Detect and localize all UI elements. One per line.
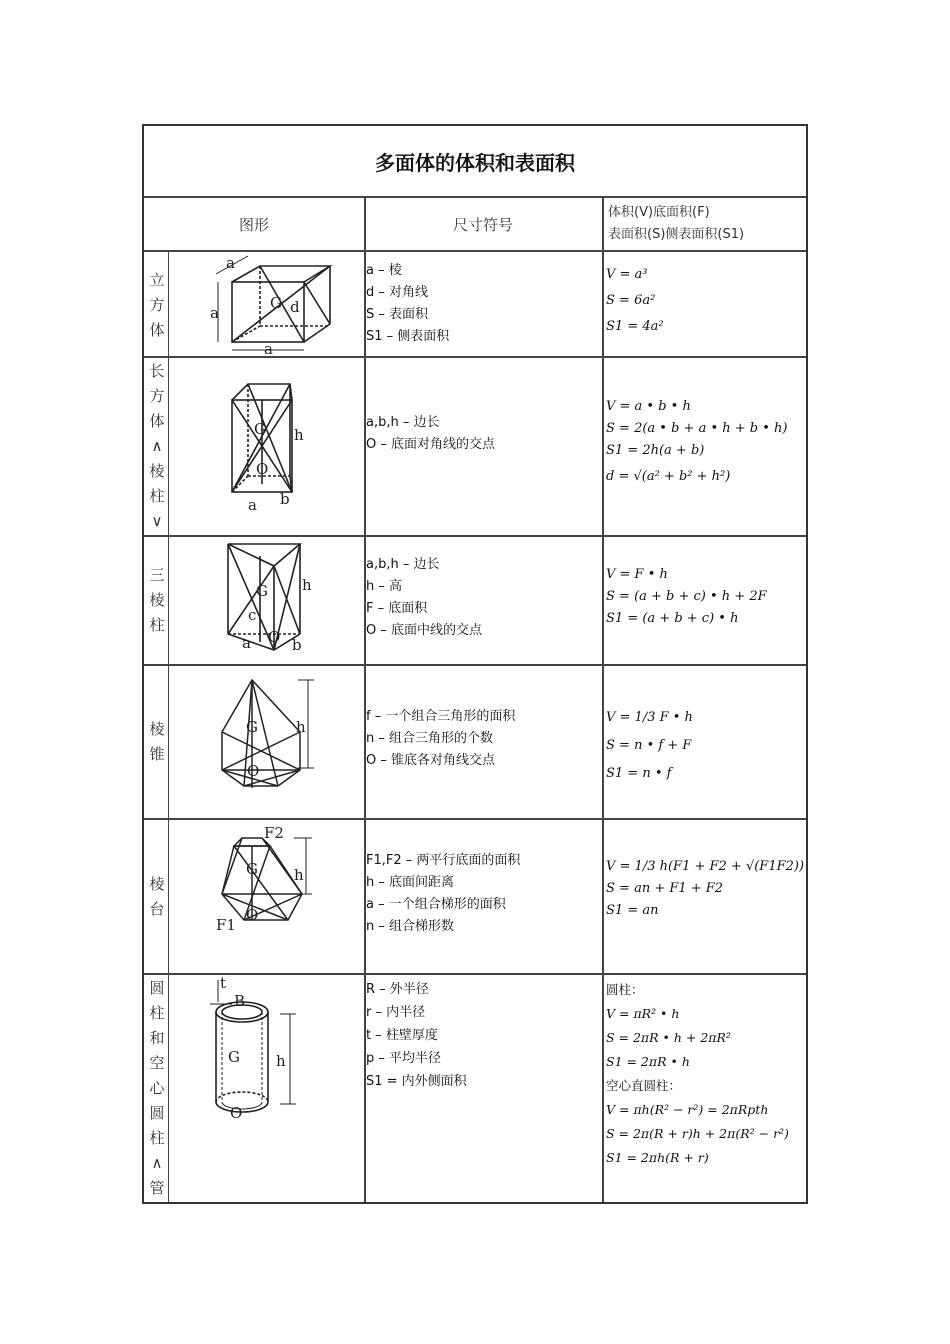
svg-text:a: a	[242, 634, 251, 652]
row-name-triangular-prism: 三 棱 柱	[149, 566, 165, 634]
svg-text:h: h	[276, 1052, 286, 1070]
symbols-triangular-prism: a,b,h – 边长 h – 高 F – 底面积 O – 底面中线的交点	[366, 557, 482, 638]
row-name-cylinder: 圆 柱 和 空 心 圆 柱 ∧ 管	[149, 979, 165, 1197]
svg-text:h: h	[294, 426, 304, 444]
row-divider	[144, 818, 806, 820]
cylinder-figure	[170, 976, 364, 1126]
svg-text:G: G	[246, 718, 258, 736]
header-figure: 图形	[144, 198, 364, 252]
formulas-frustum: V = 1/3 h(F1 + F2 + √(F1F2)) S = an + F1 + F2 S1 = an	[606, 859, 805, 918]
svg-text:b: b	[280, 490, 290, 508]
cube-figure	[170, 254, 364, 354]
svg-text:F2: F2	[264, 824, 284, 842]
svg-text:O: O	[230, 1104, 243, 1122]
row-name-frustum: 棱 台	[149, 874, 165, 918]
svg-text:d: d	[290, 298, 300, 316]
svg-text:G: G	[256, 582, 268, 600]
formulas-pyramid: V = 1/3 F • h S = n • f + F S1 = n • f	[606, 710, 693, 781]
svg-text:G: G	[254, 420, 266, 438]
svg-text:h: h	[294, 866, 304, 884]
svg-text:O: O	[247, 762, 260, 780]
svg-text:O: O	[268, 628, 281, 646]
symbols-frustum: F1,F2 – 两平行底面的面积 h – 底面间距离 a – 一个组合梯形的面积 n – 组合梯形数	[366, 853, 521, 934]
svg-text:h: h	[302, 576, 312, 594]
header-symbols: 尺寸符号	[364, 198, 602, 252]
grid-line	[168, 252, 169, 1202]
svg-text:O: O	[246, 906, 259, 924]
svg-text:O: O	[256, 460, 269, 478]
svg-text:c: c	[248, 606, 257, 624]
row-divider	[144, 535, 806, 537]
svg-text:G: G	[228, 1048, 240, 1066]
svg-text:G: G	[246, 860, 258, 878]
header-formula-line2: 表面积(S)侧表面积(S1)	[608, 227, 745, 242]
svg-text:B: B	[234, 992, 246, 1010]
row-divider	[144, 973, 806, 975]
svg-text:h: h	[296, 718, 306, 736]
svg-text:a: a	[248, 496, 257, 514]
formulas-cube: V = a³ S = 6a² S1 = 4a²	[606, 267, 664, 334]
svg-text:F1: F1	[216, 916, 236, 934]
row-name-cuboid: 长 方 体 ∧ 棱 柱 ∨	[149, 362, 165, 530]
formulas-cylinder: 圆柱： V = πR² • h S = 2πR • h + 2πR² S1 = 2πR • h 空心直圆柱： V = πh(R² − r²) = 2πRpth S = 2π(R + r)h + 2π(R² − r²) S1 = 2πh(R + r)	[606, 982, 789, 1165]
symbols-cube: a – 棱 d – 对角线 S – 表面积 S1 – 侧表面积	[366, 263, 450, 344]
polyhedron-table	[142, 124, 808, 1204]
formulas-triangular-prism: V = F • h S = (a + b + c) • h + 2F S1 = (a + b + c) • h	[606, 567, 767, 626]
svg-text:t: t	[220, 976, 227, 992]
row-name-cube: 立 方 体	[149, 270, 165, 339]
frustum-figure	[170, 824, 364, 936]
header-formula-line1: 体积(V)底面积(F)	[608, 205, 710, 220]
row-divider	[144, 664, 806, 666]
svg-text:G: G	[270, 294, 282, 312]
svg-text:a: a	[226, 254, 235, 272]
symbols-cuboid: a,b,h – 边长 O – 底面对角线的交点	[366, 415, 495, 452]
row-divider	[144, 356, 806, 358]
formulas-cuboid: V = a • b • h S = 2(a • b + a • h + b • h) S1 = 2h(a + b) d = √(a² + b² + h²)	[606, 399, 788, 484]
header-formulas	[602, 198, 806, 252]
cuboid-figure	[170, 370, 364, 520]
pyramid-figure	[170, 672, 364, 802]
svg-text:a: a	[210, 304, 219, 322]
svg-text:b: b	[292, 636, 302, 654]
triangular-prism-figure	[170, 538, 364, 660]
grid-line	[602, 198, 604, 1202]
symbols-pyramid: f – 一个组合三角形的面积 n – 组合三角形的个数 O – 锥底各对角线交点	[366, 709, 516, 768]
table-title: 多面体的体积和表面积	[144, 126, 806, 198]
svg-text:a: a	[264, 340, 273, 354]
symbols-cylinder: R – 外半径 r – 内半径 t – 柱壁厚度 p – 平均半径 S1 = 内外侧面积	[366, 982, 467, 1089]
row-name-pyramid: 棱 锥	[149, 720, 165, 763]
